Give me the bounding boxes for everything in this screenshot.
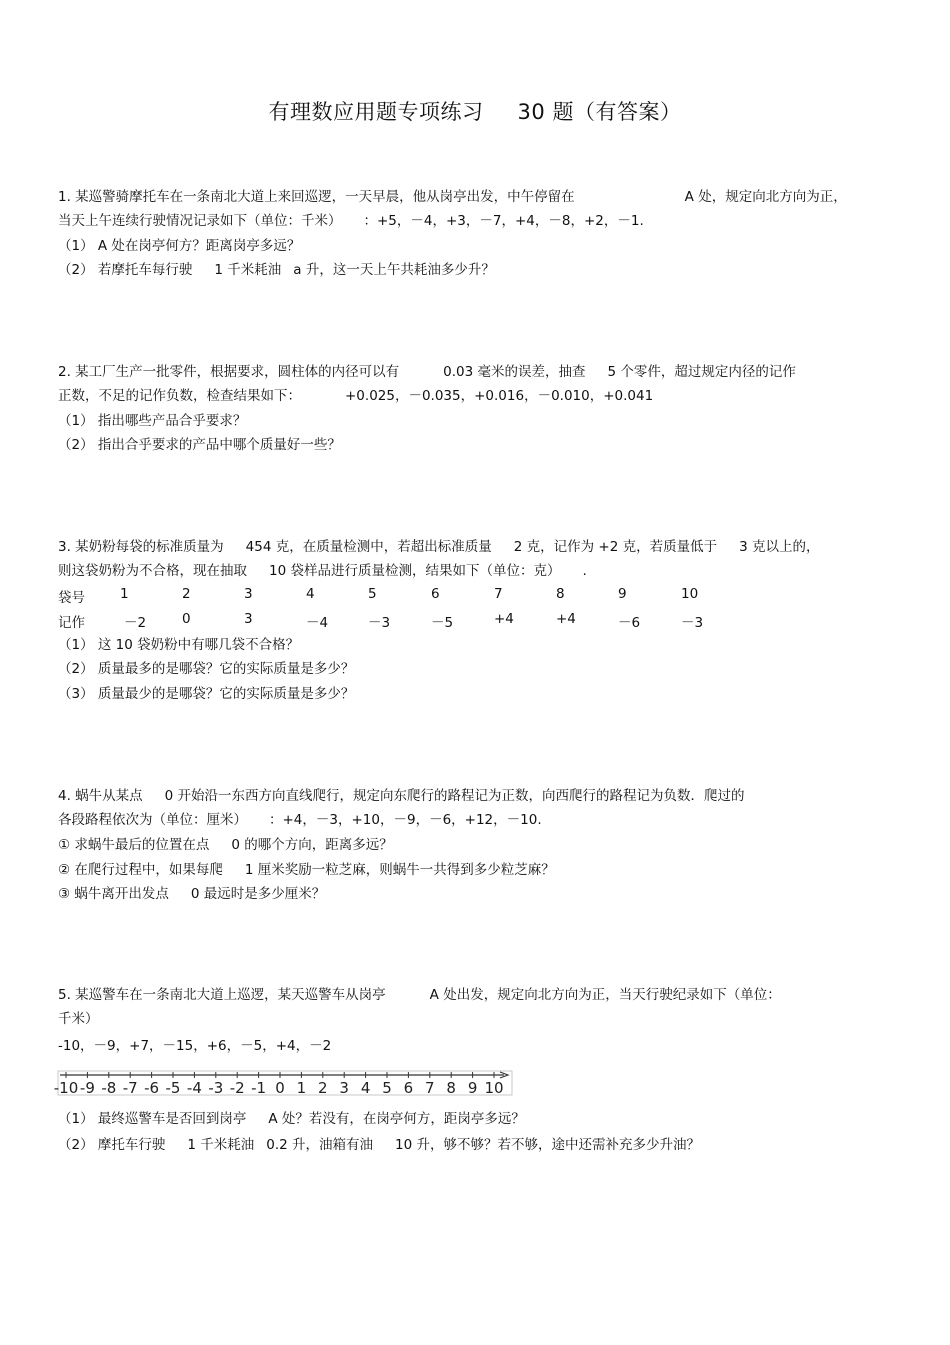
q3-line1: 3. 某奶粉每袋的标准质量为 454 克，在质量检测中，若超出标准质量 2 克，记作为 +2 克，若质量低于 3 克以上的， [58,539,820,555]
number-line-tick-label: -8 [101,1079,117,1097]
title-main: 有理数应用题专项练习 [268,100,484,124]
number-line-tick-label: -3 [208,1079,224,1097]
table-cell: －2 [124,615,147,631]
table-cell: 9 [618,586,627,602]
q1-sub1: （1） A 处在岗亭何方？距离岗亭多远？ [58,238,301,254]
q5-sub1: （1） 最终巡警车是否回到岗亭 A 处？若没有，在岗亭何方，距岗亭多远？ [58,1111,525,1127]
table-cell: 8 [556,586,565,602]
q5-line1: 5. 某巡警车在一条南北大道上巡逻，某天巡警车从岗亭 A 处出发，规定向北方向为正，当天行驶纪录如下（单位： [58,987,781,1003]
q3-table-row-record [58,611,758,629]
number-line-tick-label: 1 [296,1079,307,1097]
number-line-tick-label: -10 [53,1079,79,1097]
table-cell: －6 [618,615,641,631]
q3-table-row-bag [58,586,758,604]
q3-sub1: （1） 这 10 袋奶粉中有哪几袋不合格？ [58,637,300,653]
table-cell: 0 [182,611,191,627]
number-line-tick-label: 7 [425,1079,435,1097]
q2-sub1: （1） 指出哪些产品合乎要求？ [58,413,247,429]
table-row-label: 记作 [58,615,85,631]
number-line-tick-label: -7 [122,1079,138,1097]
table-cell: 10 [681,586,699,602]
q1-line2: 当天上午连续行驶情况记录如下（单位：千米） ：+5，－4，+3，－7，+4，－8，+2，－1. [58,213,644,229]
table-cell: －3 [368,615,391,631]
table-row-label: 袋号 [58,590,85,606]
q3-line2: 则这袋奶粉为不合格，现在抽取 10 袋样品进行质量检测，结果如下（单位：克） . [58,563,587,579]
number-line-tick-label: 3 [339,1079,349,1097]
q4-line1: 4. 蜗牛从某点 0 开始沿一东西方向直线爬行，规定向东爬行的路程记为正数，向西爬行的路程记为负数．爬过的 [58,788,745,804]
number-line-tick-label: -5 [165,1079,181,1097]
number-line-tick-label: 2 [318,1079,328,1097]
number-line-tick-label: 10 [484,1079,504,1097]
q1-line1: 1. 某巡警骑摩托车在一条南北大道上来回巡逻，一天早晨，他从岗亭出发，中午停留在 A 处，规定向北方向为正， [58,189,847,205]
q5-records: -10，－9，+7，－15，+6，－5，+4，－2 [58,1038,332,1054]
q1-sub2: （2） 若摩托车每行驶 1 千米耗油 a 升，这一天上午共耗油多少升？ [58,262,495,278]
table-cell: +4 [494,611,514,627]
q4-sub2: ② 在爬行过程中，如果每爬 1 厘米奖励一粒芝麻，则蜗牛一共得到多少粒芝麻？ [58,862,555,878]
q4-sub3: ③ 蜗牛离开出发点 0 最远时是多少厘米？ [58,886,326,902]
number-line-tick-label: 8 [446,1079,456,1097]
number-line-tick-label: 5 [382,1079,392,1097]
number-line-tick-label: -2 [229,1079,245,1097]
number-line [53,1067,518,1097]
q4-sub1: ① 求蜗牛最后的位置在点 0 的哪个方向，距离多远？ [58,837,393,853]
table-cell: 5 [368,586,377,602]
table-cell: －4 [306,615,329,631]
number-line-tick-label: -4 [186,1079,202,1097]
number-line-tick-label: -1 [251,1079,267,1097]
q4-line2: 各段路程依次为（单位：厘米） ：+4，－3，+10，－9，－6，+12，－10. [58,812,542,828]
table-cell: －5 [431,615,454,631]
q3-sub2: （2） 质量最多的是哪袋？它的实际质量是多少？ [58,661,355,677]
q2-line2: 正数，不足的记作负数，检查结果如下： +0.025，－0.035，+0.016，－0.010，+0.041 [58,388,654,404]
title-count: 30 题（有答案） [517,100,682,124]
table-cell: +4 [556,611,576,627]
table-cell: 7 [494,586,503,602]
q3-sub3: （3） 质量最少的是哪袋？它的实际质量是多少？ [58,686,355,702]
table-cell: －3 [681,615,704,631]
number-line-tick-label: -6 [144,1079,160,1097]
number-line-tick-label: 6 [403,1079,414,1097]
page-title [0,96,950,126]
q5-line2: 千米） [58,1011,99,1027]
table-cell: 3 [244,611,253,627]
table-cell: 6 [431,586,440,602]
number-line-tick-label: 0 [275,1079,285,1097]
table-cell: 1 [120,586,129,602]
q5-sub2: （2） 摩托车行驶 1 千米耗油 0.2 升，油箱有油 10 升，够不够？若不够，途中还需补充多少升油？ [58,1137,701,1153]
table-cell: 2 [182,586,191,602]
number-line-tick-label: -9 [79,1079,95,1097]
table-cell: 4 [306,586,315,602]
table-cell: 3 [244,586,253,602]
q2-sub2: （2） 指出合乎要求的产品中哪个质量好一些？ [58,437,341,453]
q2-line1: 2. 某工厂生产一批零件，根据要求，圆柱体的内径可以有 0.03 毫米的误差，抽查 5 个零件，超过规定内径的记作 [58,364,796,380]
number-line-tick-label: 4 [360,1079,371,1097]
number-line-tick-label: 9 [467,1079,478,1097]
